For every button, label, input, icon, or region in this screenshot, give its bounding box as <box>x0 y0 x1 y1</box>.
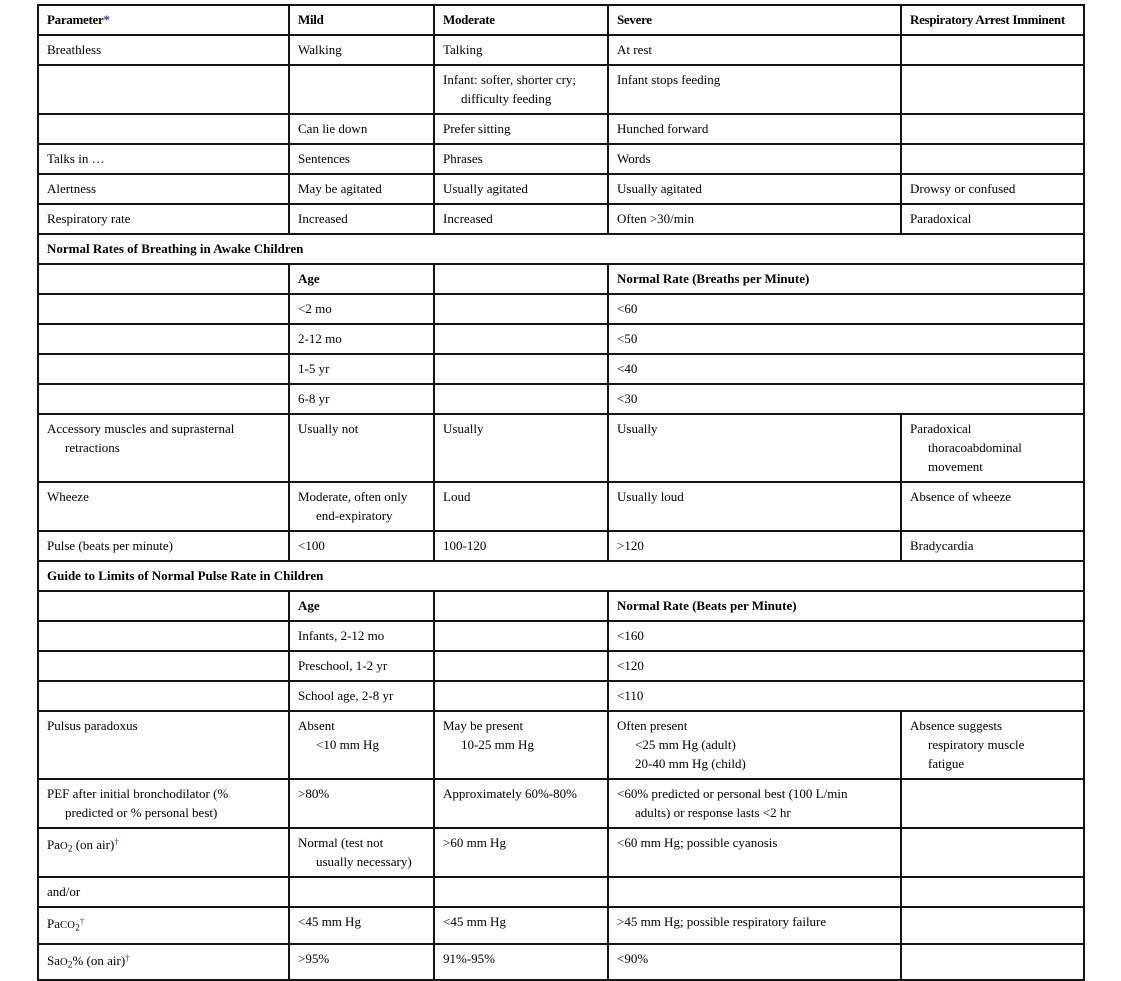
table-row <box>38 384 1084 414</box>
cell-line <box>910 833 1078 852</box>
table-cell <box>434 482 608 531</box>
table-cell <box>434 174 608 204</box>
cell-line: difficulty feeding <box>461 91 552 106</box>
cell-line: and/or <box>47 884 81 899</box>
cell-line: Phrases <box>443 151 483 166</box>
table-row <box>38 204 1084 234</box>
cell-line: end-expiratory <box>316 508 393 523</box>
table-row <box>38 828 1084 877</box>
cell-line: retractions <box>65 440 120 455</box>
table-cell <box>901 828 1084 877</box>
table-cell <box>38 414 289 482</box>
table-cell <box>434 621 608 651</box>
cell-line: Bradycardia <box>910 538 974 553</box>
table-cell <box>608 907 901 944</box>
table-cell <box>289 264 434 294</box>
cell-line <box>443 626 602 645</box>
table-cell <box>38 531 289 561</box>
table-row <box>38 944 1084 981</box>
table-cell <box>434 828 608 877</box>
table-row <box>38 779 1084 828</box>
cell-line: 1-5 yr <box>298 361 330 376</box>
table-cell <box>608 35 901 65</box>
table-row <box>38 877 1084 907</box>
table-row <box>38 354 1084 384</box>
text-segment: 2 <box>75 922 80 933</box>
table-row <box>38 531 1084 561</box>
cell-line: <60% predicted or personal best (100 L/min <box>617 786 848 801</box>
footnote-dagger: † <box>114 837 119 847</box>
table-row <box>38 621 1084 651</box>
table-cell <box>608 482 901 531</box>
table-cell <box>608 384 1084 414</box>
cell-line <box>443 389 602 408</box>
cell-line <box>910 149 1078 168</box>
cell-line: Infant: softer, shorter cry; <box>443 72 577 87</box>
table-cell <box>434 779 608 828</box>
table-cell <box>38 65 289 114</box>
cell-line <box>47 269 283 288</box>
cell-line: Talking <box>443 42 483 57</box>
cell-line: Walking <box>298 42 342 57</box>
table-cell <box>289 482 434 531</box>
table-cell <box>289 294 434 324</box>
row-label-paco2 <box>38 907 289 944</box>
cell-line <box>443 329 602 348</box>
cell-line: Often >30/min <box>617 211 695 226</box>
document-page <box>37 4 1085 981</box>
table-cell <box>901 414 1084 482</box>
table-row <box>38 174 1084 204</box>
table-cell <box>901 114 1084 144</box>
table-row <box>38 144 1084 174</box>
cell-line <box>47 329 283 348</box>
cell-line: <160 <box>617 628 644 643</box>
table-cell <box>38 114 289 144</box>
table-cell <box>434 531 608 561</box>
cell-line <box>443 882 602 901</box>
cell-line: Usually <box>443 421 484 436</box>
cell-line: Normal Rate (Beats per Minute) <box>617 598 797 613</box>
cell-line: Age <box>298 598 320 613</box>
cell-line: >45 mm Hg; possible respiratory failure <box>617 914 827 929</box>
cell-line: Increased <box>443 211 493 226</box>
table-cell <box>38 174 289 204</box>
table-cell <box>608 324 1084 354</box>
table-cell <box>289 414 434 482</box>
footnote-dagger: † <box>125 952 130 963</box>
table-cell <box>901 174 1084 204</box>
cell-line: >120 <box>617 538 644 553</box>
cell-line: Infant stops feeding <box>617 72 721 87</box>
cell-line: Loud <box>443 489 471 504</box>
text-segment: Parameter <box>47 12 104 27</box>
cell-line: Respiratory rate <box>47 211 131 226</box>
table-cell <box>289 591 434 621</box>
footnote-dagger: † <box>79 916 85 926</box>
text-segment: Pa <box>47 916 60 932</box>
cell-line: Drowsy or confused <box>910 181 1016 196</box>
table-row <box>38 651 1084 681</box>
cell-line <box>47 389 283 408</box>
cell-line: <110 <box>617 688 644 703</box>
table-row <box>38 711 1084 779</box>
cell-line: Pulsus paradoxus <box>47 718 138 733</box>
table-row <box>38 414 1084 482</box>
table-cell <box>434 877 608 907</box>
cell-line: fatigue <box>928 756 965 771</box>
text-segment: O <box>60 841 68 853</box>
cell-line: Infants, 2-12 mo <box>298 628 385 643</box>
cell-line: <30 <box>617 391 638 406</box>
cell-line: <100 <box>298 538 325 553</box>
table-cell <box>289 531 434 561</box>
text-segment: Sa <box>47 952 60 968</box>
table-cell <box>38 264 289 294</box>
cell-line <box>443 596 602 615</box>
cell-line: Absence of wheeze <box>910 489 1012 504</box>
table-cell <box>608 294 1084 324</box>
table-cell <box>434 35 608 65</box>
cell-line: <50 <box>617 331 638 346</box>
cell-line: Moderate, often only <box>298 489 408 504</box>
cell-line: May be present <box>443 718 524 733</box>
table-cell <box>608 414 901 482</box>
table-cell <box>608 944 901 981</box>
cell-line <box>617 882 895 901</box>
table-cell <box>289 621 434 651</box>
table-cell <box>901 779 1084 828</box>
cell-line <box>910 40 1078 59</box>
cell-line: 2-12 mo <box>298 331 342 346</box>
table-cell <box>608 828 901 877</box>
cell-line: Talks in … <box>47 151 105 166</box>
text-segment: 2 <box>67 959 73 970</box>
table-row <box>38 35 1084 65</box>
cell-line: PEF after initial bronchodilator (% <box>47 786 229 801</box>
table-cell <box>608 621 1084 651</box>
cell-line: Usually agitated <box>443 181 528 196</box>
table-cell <box>434 324 608 354</box>
cell-line: <120 <box>617 658 644 673</box>
cell-line: Normal Rate (Breaths per Minute) <box>617 271 810 286</box>
cell-line: Preschool, 1-2 yr <box>298 658 388 673</box>
severity-table-body <box>38 5 1084 980</box>
cell-line: predicted or % personal best) <box>65 805 218 820</box>
table-cell <box>289 354 434 384</box>
cell-line <box>47 70 283 89</box>
table-cell <box>289 944 434 981</box>
cell-line: Sentences <box>298 151 350 166</box>
cell-line: <2 mo <box>298 301 332 316</box>
cell-line: Absence suggests <box>910 718 1003 733</box>
table-row <box>38 681 1084 711</box>
table-cell <box>289 877 434 907</box>
cell-line: <25 mm Hg (adult) <box>635 737 736 752</box>
cell-line: <45 mm Hg <box>443 914 506 929</box>
table-cell <box>608 711 901 779</box>
table-cell <box>901 877 1084 907</box>
table-cell <box>434 591 608 621</box>
cell-line: Breathless <box>47 42 102 57</box>
cell-line: Age <box>298 271 320 286</box>
cell-line: Increased <box>298 211 348 226</box>
table-cell <box>434 944 608 981</box>
table-cell <box>289 65 434 114</box>
table-row <box>38 114 1084 144</box>
cell-line <box>47 626 283 645</box>
table-cell <box>289 779 434 828</box>
cell-line <box>910 912 1078 931</box>
table-cell <box>289 174 434 204</box>
cell-line: Wheeze <box>47 489 89 504</box>
table-cell <box>38 384 289 414</box>
text-segment: Pa <box>47 837 60 853</box>
cell-line <box>443 656 602 675</box>
text-segment: (on air) <box>72 837 115 853</box>
cell-line <box>47 912 283 938</box>
table-cell <box>38 779 289 828</box>
section-header <box>38 234 1084 264</box>
table-cell <box>289 907 434 944</box>
table-cell <box>434 907 608 944</box>
cell-line: Absent <box>298 718 335 733</box>
cell-line <box>47 299 283 318</box>
table-cell <box>608 531 901 561</box>
section-row <box>38 234 1084 264</box>
table-cell <box>434 711 608 779</box>
table-cell <box>434 651 608 681</box>
table-cell <box>38 204 289 234</box>
cell-line: 20-40 mm Hg (child) <box>635 756 746 771</box>
table-cell <box>289 35 434 65</box>
row-label-pao2 <box>38 828 289 877</box>
cell-line: Mild <box>298 12 324 27</box>
cell-line: adults) or response lasts <2 hr <box>635 805 791 820</box>
table-cell <box>901 482 1084 531</box>
cell-line <box>443 686 602 705</box>
table-cell <box>38 621 289 651</box>
table-cell <box>289 711 434 779</box>
cell-line <box>47 119 283 138</box>
cell-line <box>443 359 602 378</box>
cell-line <box>298 882 428 901</box>
cell-line: <60 mm Hg; possible cyanosis <box>617 835 778 850</box>
table-row <box>38 294 1084 324</box>
column-header-moderate <box>434 5 608 35</box>
table-cell <box>289 204 434 234</box>
cell-line <box>47 949 283 975</box>
table-cell <box>901 907 1084 944</box>
table-cell <box>38 651 289 681</box>
cell-line: School age, 2-8 yr <box>298 688 394 703</box>
cell-line: <90% <box>617 950 649 966</box>
cell-line: Normal (test not <box>298 835 384 850</box>
table-cell <box>38 711 289 779</box>
cell-line: Hunched forward <box>617 121 709 136</box>
table-cell <box>289 828 434 877</box>
cell-line: Normal Rates of Breathing in Awake Children <box>47 241 304 256</box>
table-cell <box>608 591 1084 621</box>
cell-line: At rest <box>617 42 653 57</box>
cell-line: thoracoabdominal <box>928 440 1022 455</box>
cell-line: Pulse (beats per minute) <box>47 538 173 553</box>
table-cell <box>434 204 608 234</box>
cell-line: May be agitated <box>298 181 382 196</box>
cell-line <box>910 949 1078 968</box>
table-cell <box>38 482 289 531</box>
cell-line <box>910 70 1078 89</box>
text-segment: O <box>60 956 68 968</box>
table-row <box>38 264 1084 294</box>
asthma-severity-table <box>37 4 1085 981</box>
cell-line: 91%-95% <box>443 950 495 966</box>
column-header-respiratory-arrest-imminent <box>901 5 1084 35</box>
table-cell <box>901 65 1084 114</box>
table-cell <box>608 264 1084 294</box>
table-cell <box>38 354 289 384</box>
table-cell <box>608 779 901 828</box>
table-cell <box>289 681 434 711</box>
table-cell <box>901 711 1084 779</box>
row-label-sao2 <box>38 944 289 981</box>
table-cell <box>434 414 608 482</box>
cell-line: >60 mm Hg <box>443 835 506 850</box>
cell-line <box>47 10 283 29</box>
cell-line: <60 <box>617 301 638 316</box>
section-row <box>38 561 1084 591</box>
cell-line: <10 mm Hg <box>316 737 379 752</box>
table-cell <box>289 324 434 354</box>
column-header-mild <box>289 5 434 35</box>
cell-line <box>443 299 602 318</box>
table-cell <box>901 35 1084 65</box>
column-header-parameter <box>38 5 289 35</box>
cell-line: Paradoxical <box>910 421 972 436</box>
table-cell <box>901 204 1084 234</box>
table-cell <box>38 877 289 907</box>
cell-line: Accessory muscles and suprasternal <box>47 421 235 436</box>
cell-line: Moderate <box>443 12 495 27</box>
cell-line: Words <box>617 151 651 166</box>
cell-line <box>47 656 283 675</box>
header-row <box>38 5 1084 35</box>
table-cell <box>38 681 289 711</box>
table-cell <box>434 384 608 414</box>
table-cell <box>289 384 434 414</box>
cell-line: Usually not <box>298 421 359 436</box>
cell-line: 100-120 <box>443 538 487 553</box>
cell-line: >95% <box>298 950 330 966</box>
cell-line: <40 <box>617 361 638 376</box>
cell-line: 10-25 mm Hg <box>461 737 534 752</box>
table-cell <box>434 114 608 144</box>
text-segment: % (on air) <box>72 952 126 968</box>
table-cell <box>38 35 289 65</box>
table-cell <box>608 65 901 114</box>
cell-line: usually necessary) <box>316 854 412 869</box>
cell-line <box>47 686 283 705</box>
cell-line: movement <box>928 459 983 474</box>
table-cell <box>608 204 901 234</box>
text-segment: 2 <box>67 843 73 854</box>
table-cell <box>608 877 901 907</box>
table-cell <box>608 114 901 144</box>
cell-line <box>47 833 283 859</box>
cell-line: Usually <box>617 421 658 436</box>
cell-line: Alertness <box>47 181 97 196</box>
table-row <box>38 324 1084 354</box>
column-header-severe <box>608 5 901 35</box>
cell-line <box>910 882 1078 901</box>
table-cell <box>289 144 434 174</box>
cell-line: Severe <box>617 12 652 27</box>
table-cell <box>901 944 1084 981</box>
table-cell <box>38 324 289 354</box>
cell-line: Usually loud <box>617 489 684 504</box>
table-row <box>38 907 1084 944</box>
table-cell <box>608 651 1084 681</box>
table-cell <box>434 681 608 711</box>
cell-line: Usually agitated <box>617 181 702 196</box>
table-cell <box>901 144 1084 174</box>
table-cell <box>38 294 289 324</box>
table-cell <box>289 651 434 681</box>
table-cell <box>434 264 608 294</box>
text-segment: CO <box>60 920 76 932</box>
table-cell <box>38 591 289 621</box>
table-cell <box>608 354 1084 384</box>
table-cell <box>38 144 289 174</box>
table-cell <box>608 174 901 204</box>
cell-line <box>298 70 428 89</box>
table-row <box>38 65 1084 114</box>
table-row <box>38 482 1084 531</box>
cell-line: Approximately 60%-80% <box>443 786 577 801</box>
footnote-asterisk: * <box>103 12 110 27</box>
table-cell <box>434 354 608 384</box>
cell-line <box>910 119 1078 138</box>
table-cell <box>434 144 608 174</box>
table-row <box>38 591 1084 621</box>
cell-line <box>47 359 283 378</box>
table-cell <box>289 114 434 144</box>
cell-line: Respiratory Arrest Imminent <box>910 12 1065 27</box>
cell-line: Can lie down <box>298 121 368 136</box>
cell-line <box>47 596 283 615</box>
section-header <box>38 561 1084 591</box>
cell-line: Prefer sitting <box>443 121 511 136</box>
cell-line: Often present <box>617 718 688 733</box>
cell-line: >80% <box>298 786 330 801</box>
cell-line: <45 mm Hg <box>298 914 361 929</box>
table-cell <box>608 144 901 174</box>
table-cell <box>434 65 608 114</box>
table-cell <box>434 294 608 324</box>
cell-line <box>443 269 602 288</box>
table-cell <box>901 531 1084 561</box>
table-cell <box>608 681 1084 711</box>
cell-line: respiratory muscle <box>928 737 1025 752</box>
cell-line <box>910 784 1078 803</box>
cell-line: Paradoxical <box>910 211 972 226</box>
cell-line: Guide to Limits of Normal Pulse Rate in Children <box>47 568 324 583</box>
cell-line: 6-8 yr <box>298 391 330 406</box>
